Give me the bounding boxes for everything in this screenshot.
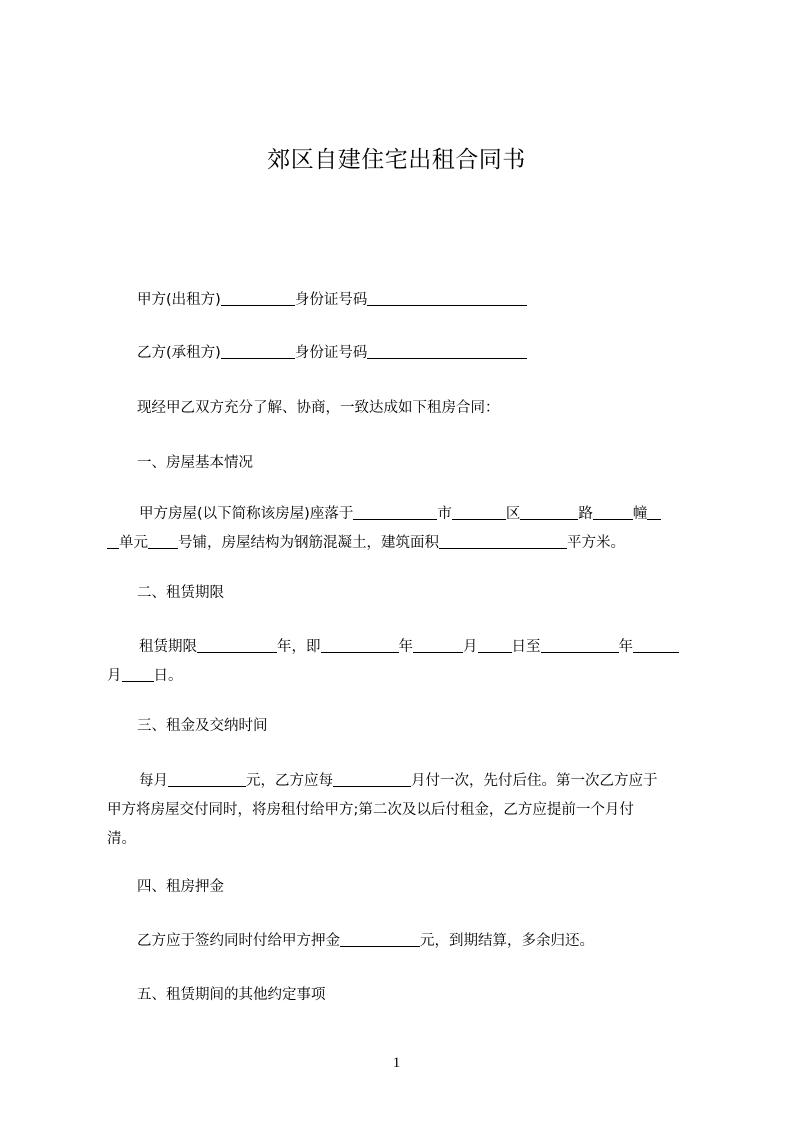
s2-text-2: 年，即 [277,639,321,655]
s3-text-5: 清。 [107,831,136,847]
s2-text-1: 租赁期限 [139,639,197,655]
s2-text-6: 年 [618,639,633,655]
s1-text-4: 路 [578,506,593,522]
s2-text-5: 日至 [511,639,541,655]
s3-text-3: 月付一次，先付后住。第一次乙方应于 [411,773,658,789]
s4-text-2: 元，到期结算，多余归还。 [420,933,594,949]
section2-heading [107,579,702,608]
monthly-rent-blank [168,771,246,787]
s3-text-4: 甲方将房屋交付同时，将房租付给甲方;第二次及以后付租金，乙方应提前一个月付 [107,802,634,818]
party-a-line [107,286,702,315]
party-a-name-blank [221,290,295,306]
deposit-blank [340,931,420,947]
s1-text-8: 平方米。 [567,535,625,551]
s1-text-2: 市 [437,506,452,522]
s1-text-1: 甲方房屋(以下简称该房屋)座落于 [139,506,354,522]
section1-paragraph [107,500,702,558]
party-b-name-blank [221,343,295,359]
s3-text-1: 每月 [139,773,168,789]
section4-paragraph [107,927,702,956]
section3-heading-text: 三、租金及交纳时间 [137,718,268,734]
s2-text-3: 年 [398,639,413,655]
end-day-blank [122,666,154,682]
building-blank [593,504,633,520]
s2-text-8: 日。 [153,668,183,684]
party-b-id-label: 身份证号码 [294,345,368,361]
city-blank [353,504,437,520]
s1-text-7: 号铺，房屋结构为钢筋混凝土，建筑面积 [178,535,439,551]
section4-heading-text: 四、租房押金 [137,879,224,895]
s1-text-3: 区 [505,506,521,522]
payment-interval-blank [333,771,411,787]
section5-heading-text: 五、租赁期间的其他约定事项 [137,987,326,1003]
document-title: 郊区自建住宅出租合同书 [267,147,526,173]
start-year-blank [321,637,399,653]
section1-heading [107,449,702,478]
party-b-id-blank [367,343,527,359]
s1-text-5: 幢 [632,506,648,522]
shop-number-blank [148,533,178,549]
party-b-line [107,339,702,368]
section3-heading [107,712,702,741]
party-a-id-blank [367,290,527,306]
end-month-blank [633,637,679,653]
start-month-blank [413,637,463,653]
section4-heading [107,873,702,902]
page-number: 1 [392,1055,401,1071]
section1-heading-text: 一、房屋基本情况 [137,455,253,471]
district-blank [452,504,506,520]
s4-text-1: 乙方应于签约同时付给甲方押金 [137,933,340,949]
area-blank [439,533,567,549]
start-day-blank [478,637,512,653]
end-year-blank [541,637,619,653]
road-blank [520,504,578,520]
building-blank-tail [647,504,661,520]
intro-text: 现经甲乙双方充分了解、协商，一致达成如下租房合同： [137,400,500,416]
lease-years-blank [197,637,277,653]
intro-paragraph [107,394,702,423]
s1-text-6: 单元 [119,535,148,551]
section2-heading-text: 二、租赁期限 [137,585,224,601]
section5-heading [107,981,702,1010]
party-a-label: 甲方(出租方) [137,292,221,308]
s2-text-4: 月 [463,639,478,655]
s2-text-7: 月 [107,668,122,684]
party-a-id-label: 身份证号码 [294,292,368,308]
s3-text-2: 元，乙方应每 [246,773,333,789]
party-b-label: 乙方(承租方) [137,345,221,361]
section3-paragraph [107,767,702,854]
unit-blank [107,533,119,549]
section2-paragraph [107,633,702,691]
